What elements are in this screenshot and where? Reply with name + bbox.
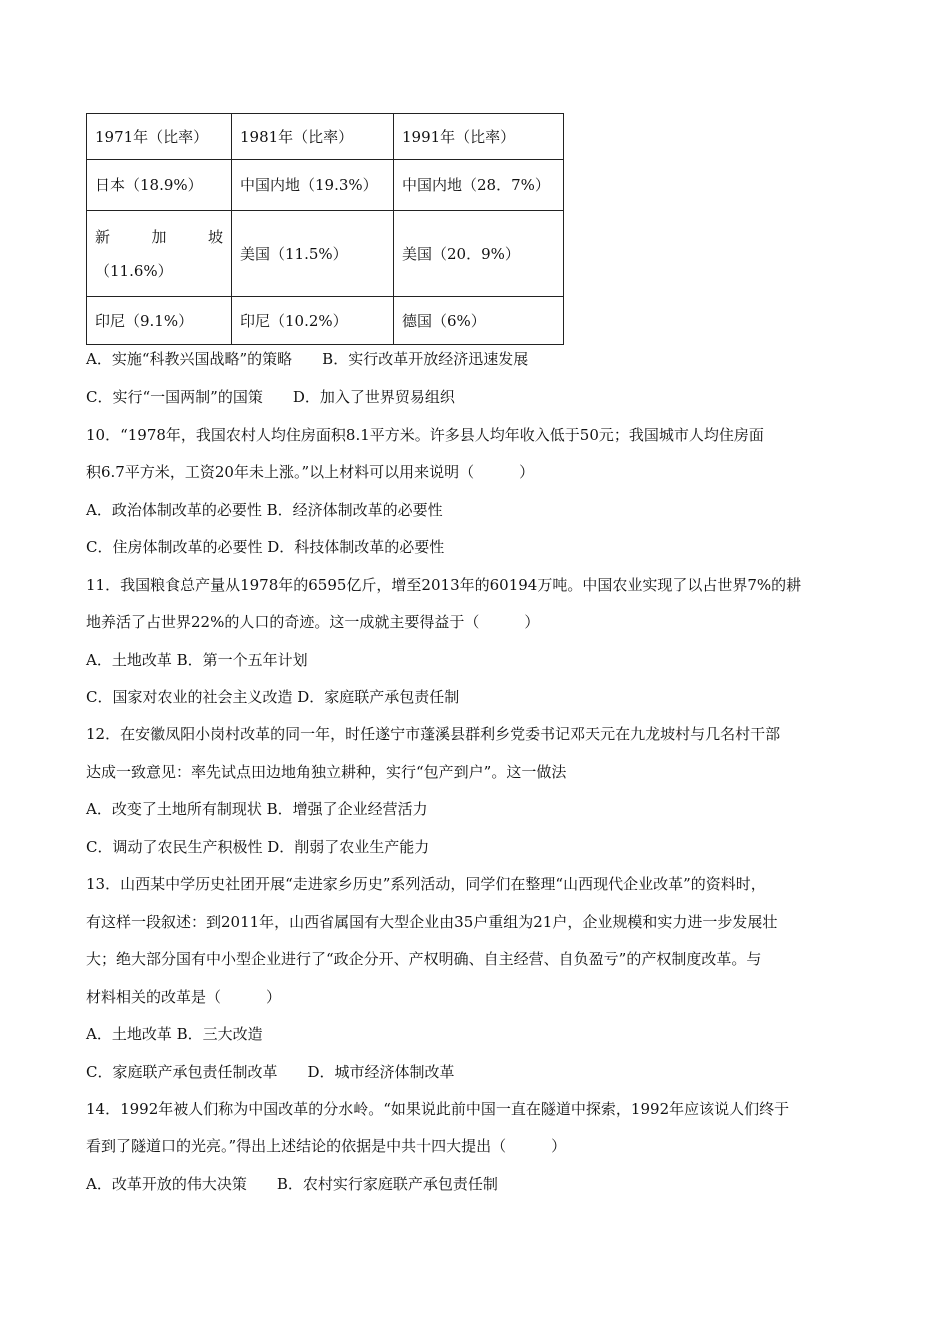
question-13-text: 大；绝大部分国有中小型企业进行了“政企分开、产权明确、自主经营、自负盈亏”的产权制度改革。与 bbox=[86, 950, 762, 968]
table-cell: 美国（20．9%） bbox=[394, 211, 564, 297]
option-line: C．国家对农业的社会主义改造 D．家庭联产承包责任制 bbox=[86, 688, 460, 706]
table-cell: 美国（11.5%） bbox=[232, 211, 394, 297]
option-line: A．实施“科教兴国战略”的策略 B．实行改革开放经济迅速发展 bbox=[86, 350, 529, 368]
question-12-text: 达成一致意见：率先试点田边地角独立耕种，实行“包产到户”。这一做法 bbox=[86, 763, 567, 781]
table-row bbox=[87, 211, 564, 297]
table-header-cell: 1981年（比率） bbox=[232, 114, 394, 160]
table-header-cell: 1971年（比率） bbox=[87, 114, 232, 160]
option-line: A．改革开放的伟大决策 B．农村实行家庭联产承包责任制 bbox=[86, 1175, 498, 1193]
question-10-text: 10．“1978年，我国农村人均住房面积8.1平方米。许多县人均年收入低于50元；我国城市人均住房面 bbox=[86, 426, 764, 444]
question-13-text: 有这样一段叙述：到2011年，山西省属国有大型企业由35户重组为21户，企业规模和实力进一步发展壮 bbox=[86, 913, 778, 931]
table-cell-char: 加 bbox=[151, 227, 167, 246]
table-cell: 日本（18.9%） bbox=[87, 160, 232, 211]
option-line: C．调动了农民生产积极性 D．削弱了农业生产能力 bbox=[86, 838, 430, 856]
option-line: C．住房体制改革的必要性 D．科技体制改革的必要性 bbox=[86, 538, 445, 556]
table-row bbox=[87, 297, 564, 345]
table-cell: 印尼（9.1%） bbox=[87, 297, 232, 345]
option-line: A．改变了土地所有制现状 B．增强了企业经营活力 bbox=[86, 800, 428, 818]
table-row bbox=[87, 160, 564, 211]
question-10-text: 积6.7平方米，工资20年未上涨。”以上材料可以用来说明（ ） bbox=[86, 463, 535, 481]
question-14-text: 看到了隧道口的光亮。”得出上述结论的依据是中共十四大提出（ ） bbox=[86, 1137, 567, 1155]
question-13-text: 材料相关的改革是（ ） bbox=[86, 988, 282, 1006]
table-cell bbox=[87, 211, 232, 297]
question-13-text: 13．山西某中学历史社团开展“走进家乡历史”系列活动，同学们在整理“山西现代企业改革”的资料时， bbox=[86, 875, 766, 893]
option-line: A．政治体制改革的必要性 B．经济体制改革的必要性 bbox=[86, 501, 443, 519]
table-cell-value: （11.6%） bbox=[95, 261, 173, 280]
option-line: A．土地改革 B．三大改造 bbox=[86, 1025, 263, 1043]
option-line: C．实行“一国两制”的国策 D．加入了世界贸易组织 bbox=[86, 388, 455, 406]
table-cell: 印尼（10.2%） bbox=[232, 297, 394, 345]
table-header-cell: 1991年（比率） bbox=[394, 114, 564, 160]
table-cell-char: 坡 bbox=[207, 227, 223, 246]
country-name-spread bbox=[95, 226, 223, 248]
option-line: C．家庭联产承包责任制改革 D．城市经济体制改革 bbox=[86, 1063, 455, 1081]
table-cell: 德国（6%） bbox=[394, 297, 564, 345]
table-header-row bbox=[87, 114, 564, 160]
table-cell: 中国内地（19.3%） bbox=[232, 160, 394, 211]
country-ratio-table bbox=[86, 113, 564, 345]
option-line: A．土地改革 B．第一个五年计划 bbox=[86, 651, 308, 669]
question-11-text: 11．我国粮食总产量从1978年的6595亿斤，增至2013年的60194万吨。中国农业实现了以占世界7%的耕 bbox=[86, 576, 802, 594]
question-14-text: 14．1992年被人们称为中国改革的分水岭。“如果说此前中国一直在隧道中探索，1992年应该说人们终于 bbox=[86, 1100, 790, 1118]
table-cell-char: 新 bbox=[95, 227, 111, 246]
question-11-text: 地养活了占世界22%的人口的奇迹。这一成就主要得益于（ ） bbox=[86, 613, 540, 631]
table-cell: 中国内地（28．7%） bbox=[394, 160, 564, 211]
question-12-text: 12．在安徽凤阳小岗村改革的同一年，时任遂宁市蓬溪县群利乡党委书记邓天元在九龙坡村与几名村干部 bbox=[86, 725, 781, 743]
